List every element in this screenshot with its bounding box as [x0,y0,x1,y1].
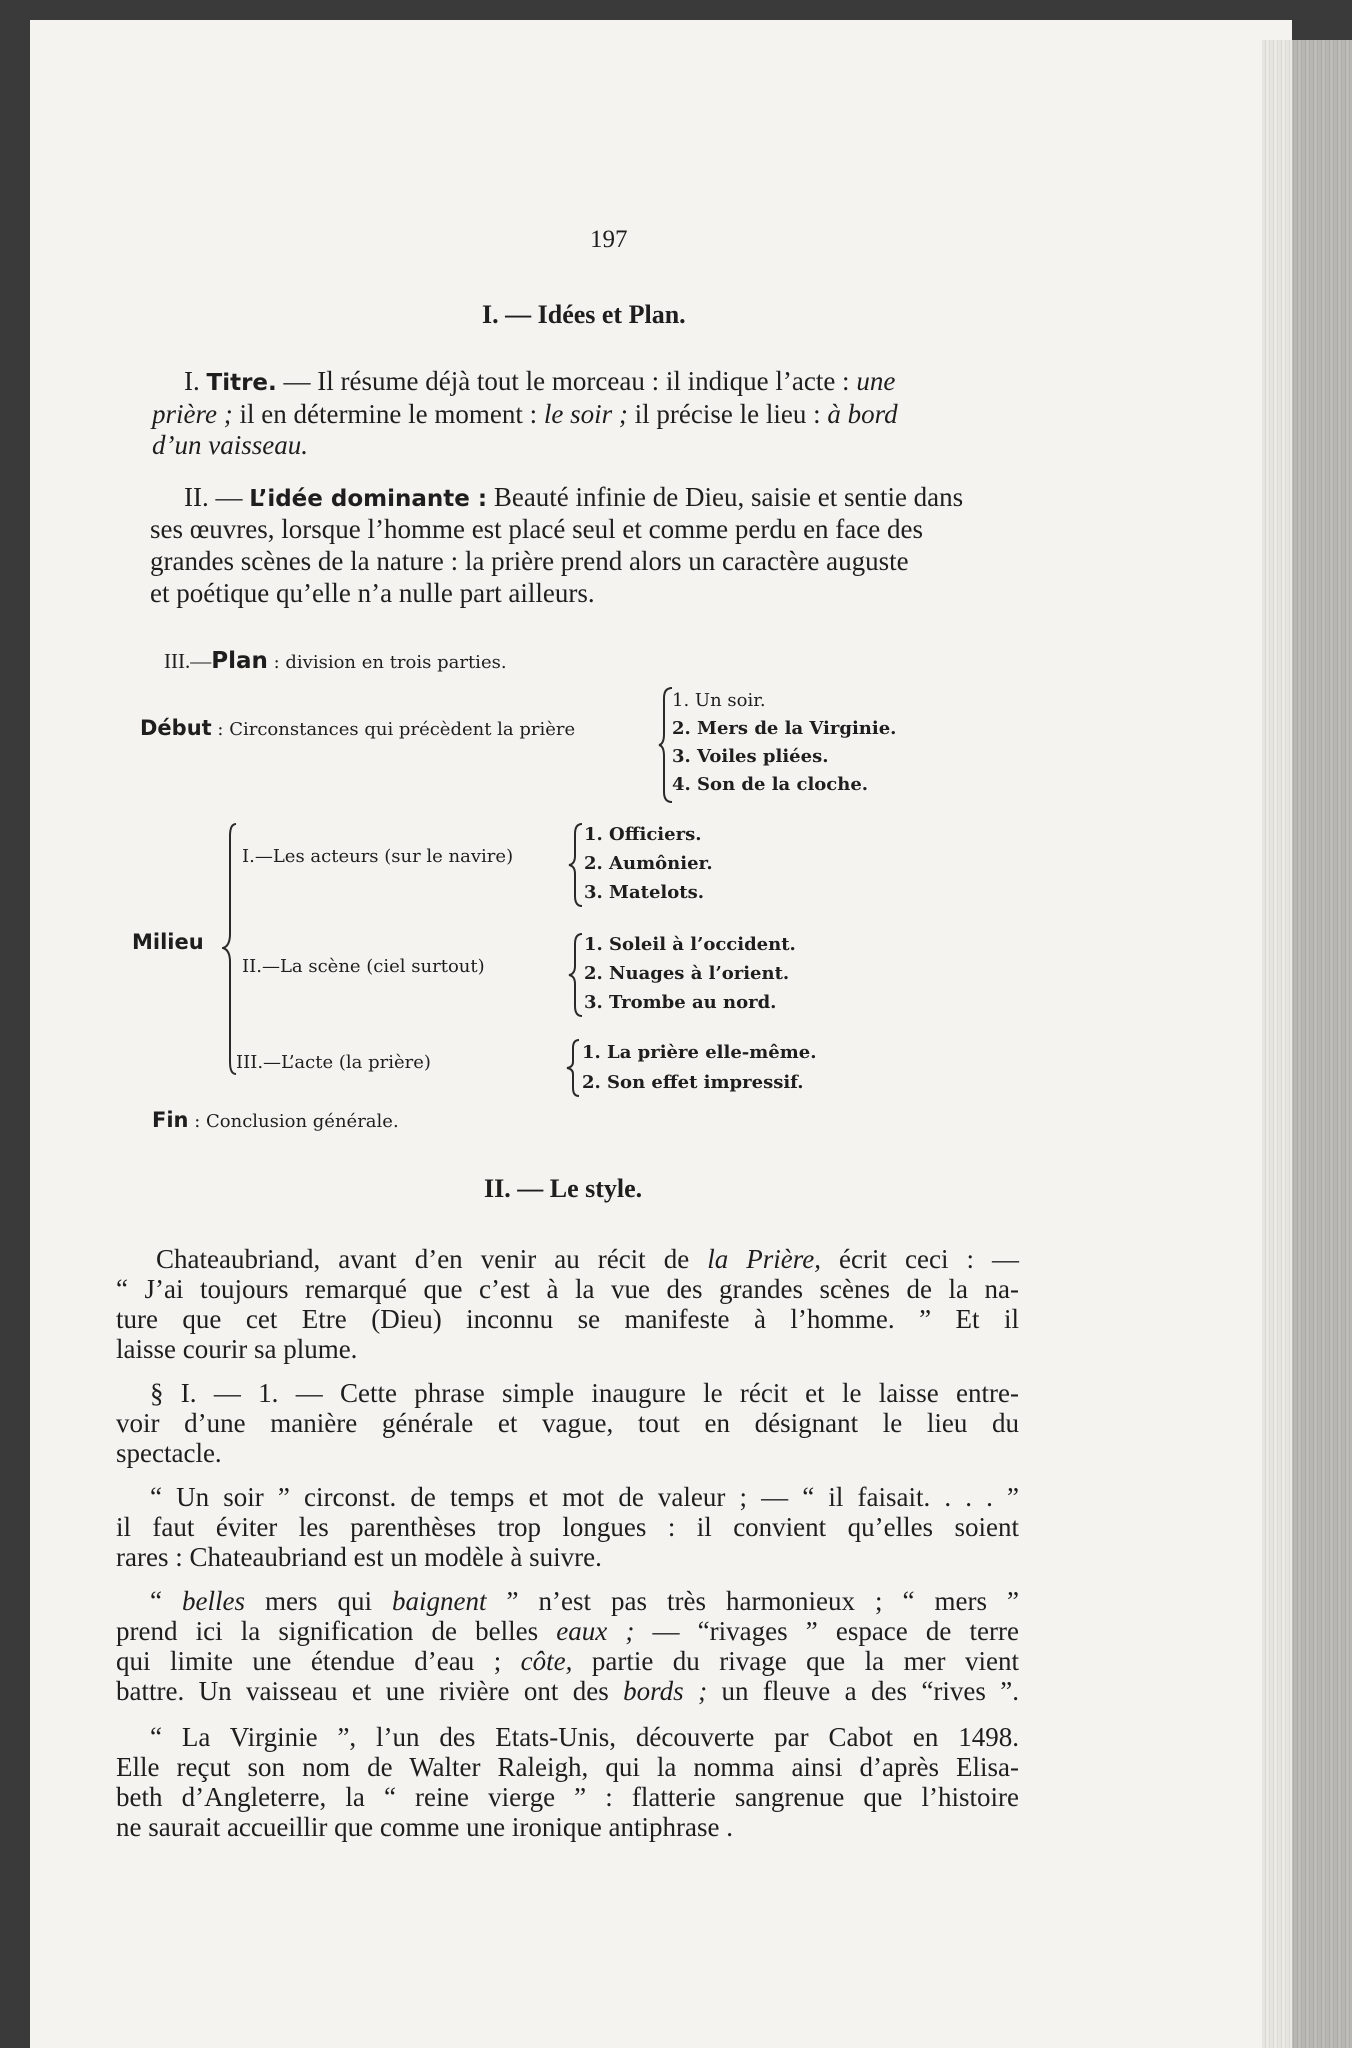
milieu-label: Milieu [132,930,204,954]
idee-paragraph-line-3: grandes scènes de la nature : la prière prend alors un caractère auguste [150,546,909,576]
titre-paragraph-line-2: prière ; il en détermine le moment : le soir ; il précise le lieu : à bord [152,399,898,429]
page-edge [1262,40,1352,2048]
style-body-line: “ belles mers qui baignent ” n’est pas très harmonieux ; “ mers ” [150,1586,1019,1616]
plan-heading-line: III.—Plan : division en trois parties. [164,648,507,674]
idee-paragraph-line-2: ses œuvres, lorsque l’homme est placé seul et comme perdu en face des [150,514,923,544]
debut-item-1: 1. Un soir. [672,690,766,711]
milieu-group-2-item-2: 2. Nuages à l’orient. [584,963,790,984]
style-body-line: ture que cet Etre (Dieu) inconnu se manifeste à l’homme. ” Et il [116,1304,1019,1334]
idee-paragraph-line-4: et poétique qu’elle n’a nulle part ailleurs. [150,578,595,608]
style-body-line: battre. Un vaisseau et une rivière ont des bords ; un fleuve a des “rives ”. [116,1676,1019,1706]
milieu-group-2-item-3: 3. Trombe au nord. [584,992,777,1013]
fin-label: Fin [152,1108,189,1132]
page-number: 197 [590,226,628,253]
milieu-group-3-item-1: 1. La prière elle-même. [582,1042,817,1063]
style-body-line: spectacle. [116,1438,222,1468]
milieu-group-3-item-2: 2. Son effet impressif. [582,1072,804,1093]
style-body-line: beth d’Angleterre, la “ reine vierge ” : flatterie sangrenue que l’histoire [116,1782,1019,1812]
milieu-group-3-title: III.—L’acte (la prière) [236,1052,431,1073]
style-body-line: voir d’une manière générale et vague, tout en désignant le lieu du [116,1408,1019,1438]
milieu-group-2-item-1: 1. Soleil à l’occident. [584,934,796,955]
section-heading-ideas-plan: I. — Idées et Plan. [482,300,686,329]
style-body-line: Elle reçut son nom de Walter Raleigh, qui la nomma ainsi d’après Elisa- [116,1752,1019,1782]
milieu-group-3-brace [566,1038,582,1098]
milieu-group-1-item-3: 3. Matelots. [584,882,704,903]
plan-fin: Fin : Conclusion générale. [152,1108,399,1132]
plan-label: Plan [211,648,268,674]
plan-debut: Début : Circonstances qui précèdent la prière [140,716,576,740]
style-body-line: “ Un soir ” circonst. de temps et mot de valeur ; — “ il faisait. . . . ” [150,1482,1019,1512]
style-body-line: laisse courir sa plume. [116,1334,358,1364]
titre-paragraph-line-1: I. Titre. — Il résume déjà tout le morceau : il indique l’acte : une [184,366,896,396]
titre-paragraph-line-3: d’un vaisseau. [152,430,308,460]
milieu-brace [222,822,240,1076]
idee-label: L’idée dominante : [249,486,488,512]
style-body-line: Chateaubriand, avant d’en venir au récit de la Prière, écrit ceci : — [156,1244,1019,1274]
titre-label: Titre. [206,370,277,396]
style-body-line: § I. — 1. — Cette phrase simple inaugure le récit et le laisse entre- [150,1378,1019,1408]
milieu-group-2-title: II.—La scène (ciel surtout) [242,956,485,977]
style-body-line: qui limite une étendue d’eau ; côte, partie du rivage que la mer vient [116,1646,1020,1676]
style-body-line: ne saurait accueillir que comme une ironique antiphrase . [116,1812,734,1842]
style-body-line: “ La Virginie ”, l’un des Etats-Unis, découverte par Cabot en 1498. [150,1722,1019,1752]
debut-item-3: 3. Voiles pliées. [672,746,829,767]
style-body-line: rares : Chateaubriand est un modèle à suivre. [116,1542,602,1572]
milieu-group-1-item-1: 1. Officiers. [584,824,702,845]
debut-item-4: 4. Son de la cloche. [672,774,869,795]
idee-paragraph-line-1: II. — L’idée dominante : Beauté infinie de Dieu, saisie et sentie dans [184,482,964,512]
debut-item-2: 2. Mers de la Virginie. [672,718,897,739]
section-heading-style: II. — Le style. [484,1174,643,1203]
style-body-line: prend ici la signification de belles eaux ; — “rivages ” espace de terre [116,1616,1019,1646]
style-body-line: “ J’ai toujours remarqué que c’est à la vue des grandes scènes de la na- [116,1274,1019,1304]
milieu-group-1-item-2: 2. Aumônier. [584,853,713,874]
debut-label: Début [140,716,212,740]
style-body-line: il faut éviter les parenthèses trop longues : il convient qu’elles soient [116,1512,1019,1542]
milieu-group-1-title: I.—Les acteurs (sur le navire) [242,846,514,867]
